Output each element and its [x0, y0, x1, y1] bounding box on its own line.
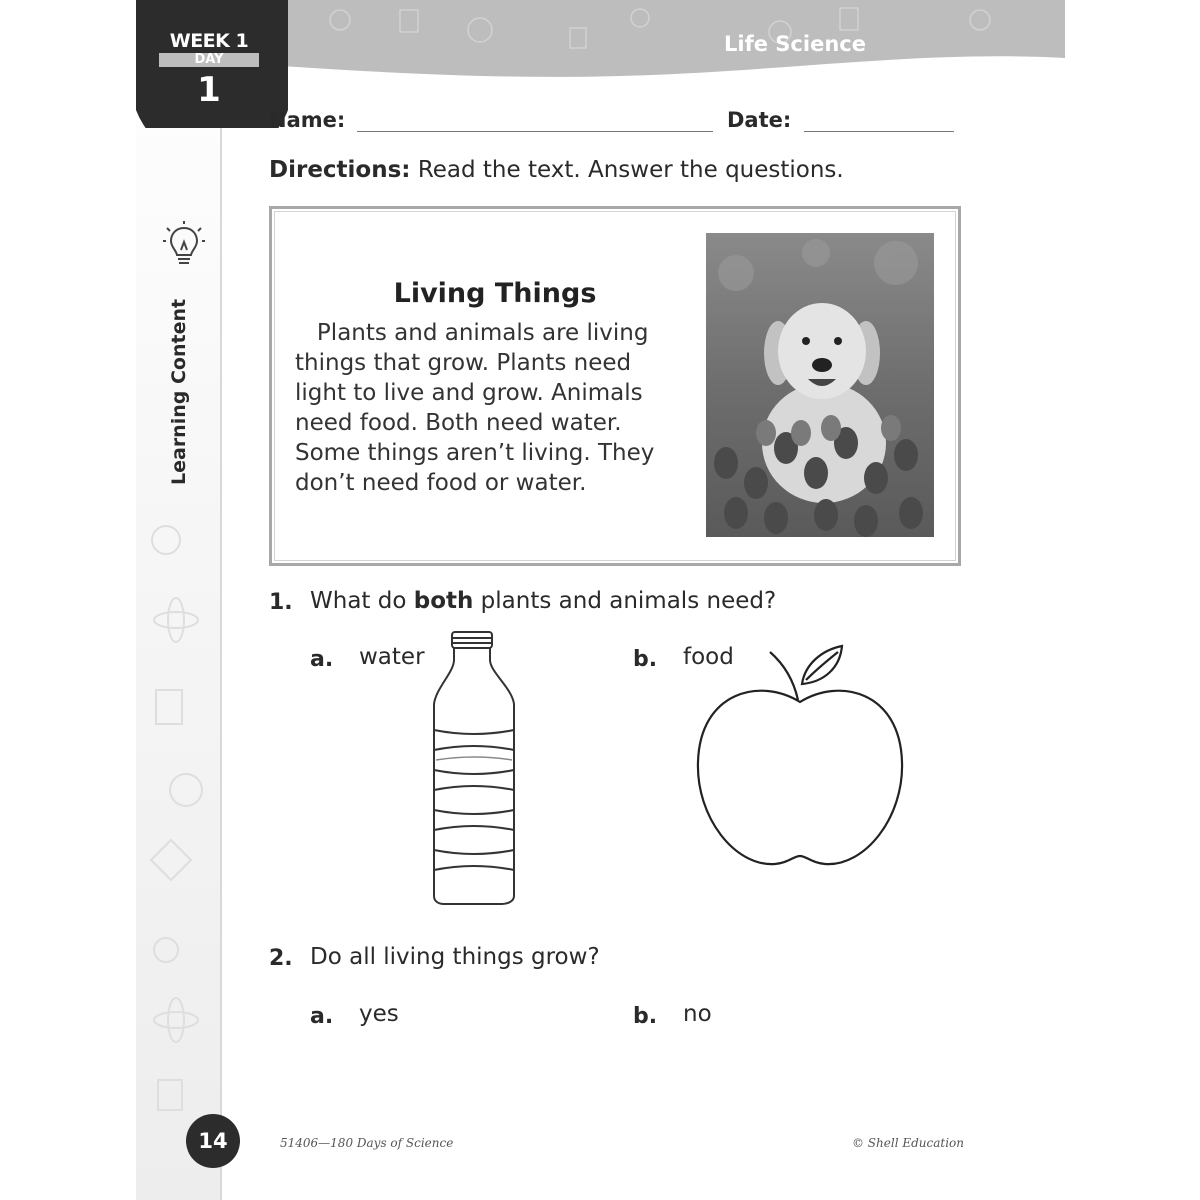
question-2-number: 2.: [269, 946, 293, 971]
question-1-text-after: plants and animals need?: [473, 588, 777, 614]
question-1-text-before: What do: [310, 588, 414, 614]
water-bottle-icon: [428, 630, 522, 906]
directions: [269, 157, 844, 183]
passage-title: Living Things: [393, 278, 597, 309]
date-field[interactable]: [804, 131, 954, 132]
q1-option-a-letter[interactable]: a.: [310, 647, 334, 672]
q2-option-b-text[interactable]: no: [683, 1001, 712, 1027]
footer-copyright: © Shell Education: [851, 1136, 964, 1150]
question-1-text: [310, 588, 776, 614]
section-label: Learning Content: [168, 298, 190, 485]
q2-option-b-letter[interactable]: b.: [633, 1004, 658, 1029]
question-1-number: 1.: [269, 590, 293, 615]
day-label: DAY: [159, 53, 259, 67]
passage-line: need food. Both need water.: [295, 410, 622, 436]
passage-line: things that grow. Plants need: [295, 350, 632, 376]
subject-title: Life Science: [724, 32, 866, 56]
q2-option-a-letter[interactable]: a.: [310, 1004, 334, 1029]
dog-photo: [706, 233, 934, 537]
name-field[interactable]: [357, 131, 713, 132]
passage-line: don’t need food or water.: [295, 470, 587, 496]
directions-label: Directions:: [269, 157, 411, 183]
passage-line: light to live and grow. Animals: [295, 380, 643, 406]
q2-option-a-text[interactable]: yes: [359, 1001, 399, 1027]
q1-option-b-text[interactable]: food: [683, 644, 734, 670]
apple-icon: [690, 642, 910, 872]
passage-line: Some things aren’t living. They: [295, 440, 655, 466]
question-1-text-bold: both: [413, 588, 474, 614]
page-number: 14: [186, 1114, 240, 1168]
sidebar-doodles: [136, 500, 220, 1160]
header-band: [220, 0, 1065, 80]
q1-option-a-text[interactable]: water: [359, 644, 425, 670]
name-label: Name:: [269, 108, 346, 132]
q1-option-b-letter[interactable]: b.: [633, 647, 658, 672]
question-2-text: Do all living things grow?: [310, 944, 600, 970]
day-number: 1: [197, 70, 221, 110]
footer-book-title: 51406—180 Days of Science: [280, 1136, 454, 1150]
date-label: Date:: [727, 108, 792, 132]
passage-body: [295, 318, 695, 498]
passage-line: Plants and animals are living: [295, 320, 649, 346]
lightbulb-icon: [163, 220, 205, 268]
week-label: WEEK 1: [169, 30, 249, 52]
directions-text: Read the text. Answer the questions.: [417, 157, 844, 183]
